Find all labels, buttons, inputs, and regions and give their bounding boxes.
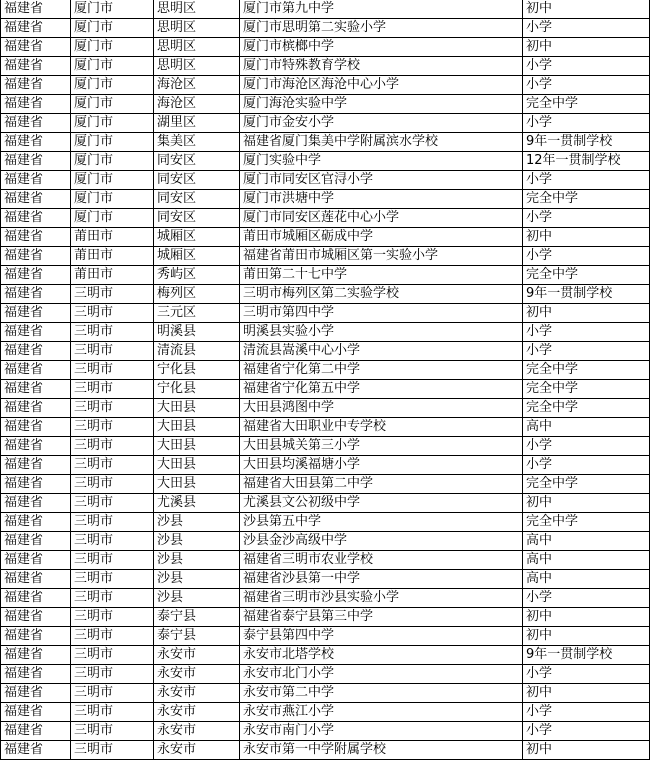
table-row: [1, 646, 650, 665]
school-list-body: [1, 0, 650, 760]
school-name-cell: 莆田市城厢区砺成中学: [240, 228, 523, 247]
district-cell: 沙县: [154, 589, 240, 608]
school-name-cell: 尤溪县文公初级中学: [240, 494, 523, 513]
province-cell: 福建省: [1, 228, 71, 247]
city-cell: 厦门市: [71, 19, 154, 38]
district-cell: 思明区: [154, 57, 240, 76]
school-type-cell: 高中: [523, 570, 650, 589]
city-cell: 三明市: [71, 304, 154, 323]
school-type-cell: 完全中学: [523, 475, 650, 494]
school-name-cell: 厦门市金安小学: [240, 114, 523, 133]
school-name-cell: 沙县第五中学: [240, 513, 523, 532]
school-name-cell: 永安市南门小学: [240, 722, 523, 741]
school-type-cell: 小学: [523, 665, 650, 684]
school-name-cell: 泰宁县第四中学: [240, 627, 523, 646]
province-cell: 福建省: [1, 627, 71, 646]
city-cell: 厦门市: [71, 114, 154, 133]
province-cell: 福建省: [1, 418, 71, 437]
district-cell: 永安市: [154, 665, 240, 684]
table-row: [1, 0, 650, 19]
city-cell: 厦门市: [71, 152, 154, 171]
province-cell: 福建省: [1, 285, 71, 304]
school-name-cell: 福建省沙县第一中学: [240, 570, 523, 589]
school-name-cell: 大田县均溪福塘小学: [240, 456, 523, 475]
city-cell: 三明市: [71, 627, 154, 646]
city-cell: 三明市: [71, 361, 154, 380]
city-cell: 厦门市: [71, 0, 154, 19]
table-row: [1, 304, 650, 323]
city-cell: 三明市: [71, 513, 154, 532]
table-row: [1, 532, 650, 551]
table-row: [1, 133, 650, 152]
district-cell: 永安市: [154, 684, 240, 703]
school-type-cell: 初中: [523, 304, 650, 323]
school-type-cell: 初中: [523, 608, 650, 627]
district-cell: 泰宁县: [154, 608, 240, 627]
table-row: [1, 228, 650, 247]
city-cell: 莆田市: [71, 228, 154, 247]
school-name-cell: 福建省宁化第五中学: [240, 380, 523, 399]
province-cell: 福建省: [1, 494, 71, 513]
city-cell: 三明市: [71, 684, 154, 703]
school-name-cell: 明溪县实验小学: [240, 323, 523, 342]
table-row: [1, 551, 650, 570]
school-name-cell: 永安市第一中学附属学校: [240, 741, 523, 760]
province-cell: 福建省: [1, 589, 71, 608]
province-cell: 福建省: [1, 456, 71, 475]
school-type-cell: 小学: [523, 589, 650, 608]
province-cell: 福建省: [1, 0, 71, 19]
school-type-cell: 小学: [523, 209, 650, 228]
city-cell: 三明市: [71, 532, 154, 551]
school-name-cell: 厦门市同安区官浔小学: [240, 171, 523, 190]
school-type-cell: 小学: [523, 57, 650, 76]
school-type-cell: 完全中学: [523, 399, 650, 418]
school-type-cell: 小学: [523, 19, 650, 38]
table-row: [1, 209, 650, 228]
province-cell: 福建省: [1, 247, 71, 266]
district-cell: 永安市: [154, 703, 240, 722]
district-cell: 思明区: [154, 38, 240, 57]
province-cell: 福建省: [1, 361, 71, 380]
district-cell: 大田县: [154, 399, 240, 418]
province-cell: 福建省: [1, 665, 71, 684]
district-cell: 梅列区: [154, 285, 240, 304]
province-cell: 福建省: [1, 76, 71, 95]
city-cell: 厦门市: [71, 38, 154, 57]
school-name-cell: 厦门市第九中学: [240, 0, 523, 19]
city-cell: 三明市: [71, 608, 154, 627]
district-cell: 湖里区: [154, 114, 240, 133]
school-type-cell: 完全中学: [523, 380, 650, 399]
province-cell: 福建省: [1, 342, 71, 361]
city-cell: 三明市: [71, 722, 154, 741]
table-row: [1, 722, 650, 741]
school-name-cell: 永安市第二中学: [240, 684, 523, 703]
province-cell: 福建省: [1, 209, 71, 228]
school-name-cell: 厦门市海沧区海沧中心小学: [240, 76, 523, 95]
table-row: [1, 285, 650, 304]
school-name-cell: 福建省厦门集美中学附属滨水学校: [240, 133, 523, 152]
city-cell: 三明市: [71, 551, 154, 570]
province-cell: 福建省: [1, 513, 71, 532]
table-row: [1, 76, 650, 95]
province-cell: 福建省: [1, 741, 71, 760]
table-row: [1, 152, 650, 171]
district-cell: 城厢区: [154, 228, 240, 247]
district-cell: 沙县: [154, 513, 240, 532]
city-cell: 三明市: [71, 475, 154, 494]
district-cell: 大田县: [154, 456, 240, 475]
school-type-cell: 高中: [523, 532, 650, 551]
city-cell: 三明市: [71, 703, 154, 722]
province-cell: 福建省: [1, 95, 71, 114]
school-type-cell: 小学: [523, 247, 650, 266]
table-row: [1, 19, 650, 38]
province-cell: 福建省: [1, 380, 71, 399]
school-name-cell: 清流县嵩溪中心小学: [240, 342, 523, 361]
district-cell: 思明区: [154, 0, 240, 19]
province-cell: 福建省: [1, 570, 71, 589]
province-cell: 福建省: [1, 152, 71, 171]
school-name-cell: 厦门市思明第二实验小学: [240, 19, 523, 38]
school-type-cell: 完全中学: [523, 513, 650, 532]
school-type-cell: 小学: [523, 703, 650, 722]
city-cell: 三明市: [71, 342, 154, 361]
district-cell: 宁化县: [154, 380, 240, 399]
school-type-cell: 初中: [523, 0, 650, 19]
city-cell: 三明市: [71, 323, 154, 342]
city-cell: 三明市: [71, 380, 154, 399]
school-name-cell: 厦门市特殊教育学校: [240, 57, 523, 76]
province-cell: 福建省: [1, 703, 71, 722]
table-row: [1, 266, 650, 285]
city-cell: 三明市: [71, 418, 154, 437]
city-cell: 厦门市: [71, 209, 154, 228]
city-cell: 厦门市: [71, 76, 154, 95]
province-cell: 福建省: [1, 190, 71, 209]
province-cell: 福建省: [1, 38, 71, 57]
school-type-cell: 小学: [523, 456, 650, 475]
district-cell: 大田县: [154, 475, 240, 494]
school-type-cell: 初中: [523, 627, 650, 646]
school-type-cell: 初中: [523, 684, 650, 703]
school-name-cell: 大田县鸿图中学: [240, 399, 523, 418]
city-cell: 厦门市: [71, 171, 154, 190]
table-row: [1, 171, 650, 190]
city-cell: 三明市: [71, 437, 154, 456]
school-type-cell: 初中: [523, 741, 650, 760]
province-cell: 福建省: [1, 722, 71, 741]
school-type-cell: 小学: [523, 437, 650, 456]
district-cell: 同安区: [154, 209, 240, 228]
table-row: [1, 684, 650, 703]
city-cell: 三明市: [71, 741, 154, 760]
school-type-cell: 完全中学: [523, 361, 650, 380]
school-type-cell: 初中: [523, 38, 650, 57]
table-row: [1, 513, 650, 532]
district-cell: 永安市: [154, 722, 240, 741]
district-cell: 三元区: [154, 304, 240, 323]
province-cell: 福建省: [1, 399, 71, 418]
province-cell: 福建省: [1, 646, 71, 665]
school-name-cell: 厦门海沧实验中学: [240, 95, 523, 114]
district-cell: 大田县: [154, 418, 240, 437]
province-cell: 福建省: [1, 266, 71, 285]
school-name-cell: 厦门市槟榔中学: [240, 38, 523, 57]
city-cell: 莆田市: [71, 247, 154, 266]
district-cell: 明溪县: [154, 323, 240, 342]
school-type-cell: 完全中学: [523, 95, 650, 114]
city-cell: 三明市: [71, 456, 154, 475]
province-cell: 福建省: [1, 57, 71, 76]
school-type-cell: 12年一贯制学校: [523, 152, 650, 171]
school-name-cell: 三明市第四中学: [240, 304, 523, 323]
table-row: [1, 57, 650, 76]
province-cell: 福建省: [1, 19, 71, 38]
province-cell: 福建省: [1, 475, 71, 494]
school-name-cell: 莆田第二十七中学: [240, 266, 523, 285]
table-row: [1, 475, 650, 494]
province-cell: 福建省: [1, 608, 71, 627]
district-cell: 秀屿区: [154, 266, 240, 285]
district-cell: 宁化县: [154, 361, 240, 380]
school-name-cell: 福建省大田县第二中学: [240, 475, 523, 494]
school-type-cell: 小学: [523, 114, 650, 133]
school-type-cell: 小学: [523, 171, 650, 190]
table-row: [1, 608, 650, 627]
table-row: [1, 418, 650, 437]
school-name-cell: 永安市北塔学校: [240, 646, 523, 665]
district-cell: 大田县: [154, 437, 240, 456]
district-cell: 永安市: [154, 741, 240, 760]
school-type-cell: 9年一贯制学校: [523, 285, 650, 304]
district-cell: 城厢区: [154, 247, 240, 266]
school-type-cell: 小学: [523, 323, 650, 342]
district-cell: 泰宁县: [154, 627, 240, 646]
school-type-cell: 初中: [523, 494, 650, 513]
table-row: [1, 342, 650, 361]
district-cell: 沙县: [154, 570, 240, 589]
school-name-cell: 沙县金沙高级中学: [240, 532, 523, 551]
table-row: [1, 627, 650, 646]
province-cell: 福建省: [1, 133, 71, 152]
city-cell: 三明市: [71, 665, 154, 684]
table-row: [1, 456, 650, 475]
city-cell: 三明市: [71, 589, 154, 608]
school-type-cell: 9年一贯制学校: [523, 646, 650, 665]
table-row: [1, 380, 650, 399]
district-cell: 集美区: [154, 133, 240, 152]
table-row: [1, 399, 650, 418]
district-cell: 海沧区: [154, 76, 240, 95]
district-cell: 思明区: [154, 19, 240, 38]
school-name-cell: 永安市燕江小学: [240, 703, 523, 722]
city-cell: 三明市: [71, 570, 154, 589]
table-row: [1, 38, 650, 57]
school-name-cell: 福建省泰宁县第三中学: [240, 608, 523, 627]
city-cell: 三明市: [71, 494, 154, 513]
table-row: [1, 114, 650, 133]
table-row: [1, 703, 650, 722]
province-cell: 福建省: [1, 304, 71, 323]
district-cell: 同安区: [154, 190, 240, 209]
school-name-cell: 福建省莆田市城厢区第一实验小学: [240, 247, 523, 266]
province-cell: 福建省: [1, 323, 71, 342]
table-row: [1, 494, 650, 513]
province-cell: 福建省: [1, 532, 71, 551]
city-cell: 厦门市: [71, 57, 154, 76]
school-type-cell: 高中: [523, 551, 650, 570]
city-cell: 莆田市: [71, 266, 154, 285]
school-type-cell: 小学: [523, 76, 650, 95]
table-row: [1, 323, 650, 342]
school-type-cell: 初中: [523, 228, 650, 247]
city-cell: 厦门市: [71, 190, 154, 209]
district-cell: 沙县: [154, 551, 240, 570]
city-cell: 厦门市: [71, 95, 154, 114]
school-name-cell: 三明市梅列区第二实验学校: [240, 285, 523, 304]
school-name-cell: 厦门实验中学: [240, 152, 523, 171]
school-name-cell: 福建省大田职业中专学校: [240, 418, 523, 437]
table-row: [1, 741, 650, 760]
table-row: [1, 95, 650, 114]
school-name-cell: 福建省三明市沙县实验小学: [240, 589, 523, 608]
table-row: [1, 665, 650, 684]
school-name-cell: 福建省三明市农业学校: [240, 551, 523, 570]
school-name-cell: 大田县城关第三小学: [240, 437, 523, 456]
district-cell: 同安区: [154, 152, 240, 171]
school-name-cell: 厦门市洪塘中学: [240, 190, 523, 209]
city-cell: 三明市: [71, 646, 154, 665]
city-cell: 三明市: [71, 285, 154, 304]
province-cell: 福建省: [1, 171, 71, 190]
district-cell: 同安区: [154, 171, 240, 190]
province-cell: 福建省: [1, 551, 71, 570]
province-cell: 福建省: [1, 684, 71, 703]
district-cell: 尤溪县: [154, 494, 240, 513]
school-type-cell: 高中: [523, 418, 650, 437]
district-cell: 永安市: [154, 646, 240, 665]
province-cell: 福建省: [1, 437, 71, 456]
table-row: [1, 190, 650, 209]
school-type-cell: 小学: [523, 342, 650, 361]
table-row: [1, 570, 650, 589]
school-name-cell: 永安市北门小学: [240, 665, 523, 684]
school-type-cell: 小学: [523, 722, 650, 741]
table-row: [1, 437, 650, 456]
district-cell: 沙县: [154, 532, 240, 551]
school-type-cell: 9年一贯制学校: [523, 133, 650, 152]
city-cell: 厦门市: [71, 133, 154, 152]
province-cell: 福建省: [1, 114, 71, 133]
city-cell: 三明市: [71, 399, 154, 418]
district-cell: 海沧区: [154, 95, 240, 114]
school-type-cell: 完全中学: [523, 190, 650, 209]
table-row: [1, 361, 650, 380]
table-row: [1, 247, 650, 266]
school-type-cell: 完全中学: [523, 266, 650, 285]
district-cell: 清流县: [154, 342, 240, 361]
school-name-cell: 厦门市同安区莲花中心小学: [240, 209, 523, 228]
school-name-cell: 福建省宁化第二中学: [240, 361, 523, 380]
table-row: [1, 589, 650, 608]
